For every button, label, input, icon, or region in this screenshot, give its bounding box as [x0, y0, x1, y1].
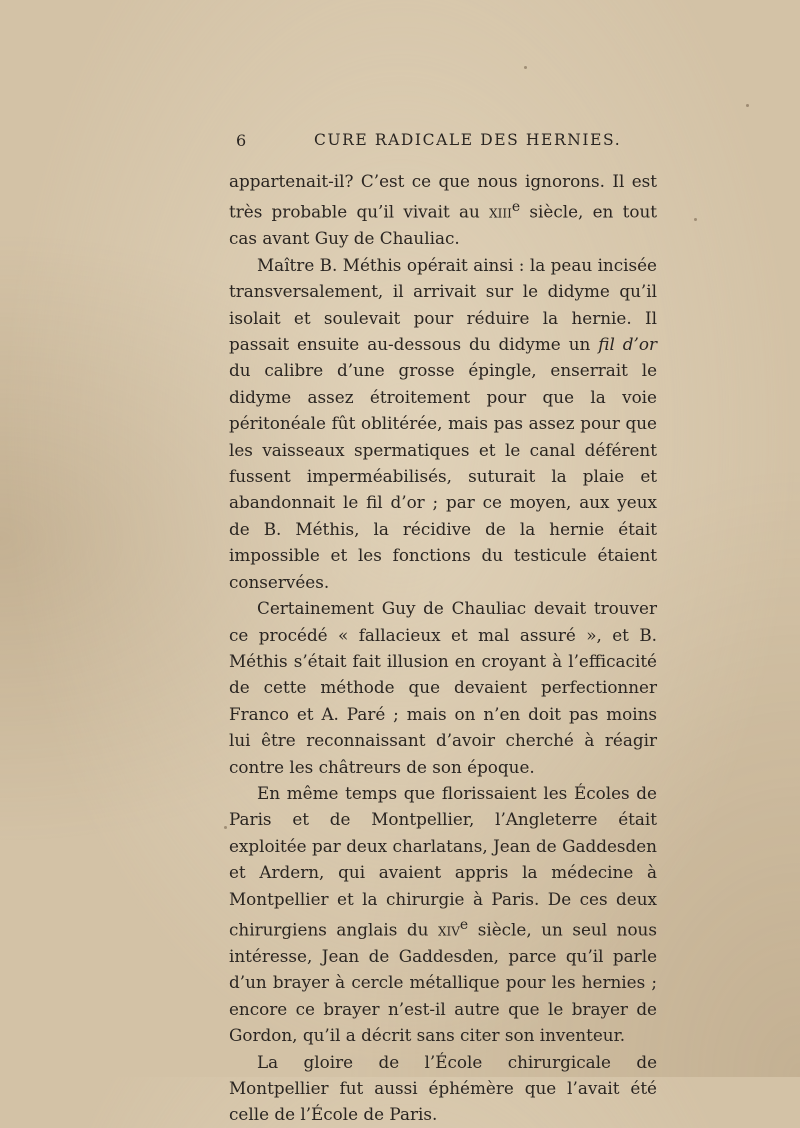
running-title: CURE RADICALE DES HERNIES. [314, 131, 622, 149]
running-head [236, 131, 656, 155]
paragraph-1-tail: siècle, en tout cas avant Guy de Chauliac. [229, 202, 657, 249]
paragraph-4-after: siècle, un seul nous intéresse, Jean de Gaddesden, parce qu’il parle d’un brayer à cercle métallique pour les hernies ; encore ce brayer n’est-il autre que le brayer de Gordon, qu’il a décrit sans citer son inventeur. [229, 919, 657, 1046]
century-superscript: e [459, 916, 469, 933]
paragraph-1-text: appartenait-il? C’est ce que nous ignorons. Il est très probable qu’il vivait au [229, 171, 657, 222]
paragraph-4-before: En même temps que florissaient les Écoles de Paris et de Montpellier, l’Angleterre était exploitée par deux charlatans, Jean de Gaddesden et Ardern, qui avaient appris la médecine à Montpellier et la chirurgie à Paris. De ces deux chirurgiens anglais du [229, 782, 657, 940]
paragraph-5: La gloire de l’École chirurgicale de Montpellier fut aussi éphémère que l’avait été celle de l’École de Paris. [229, 1051, 657, 1125]
body-text [229, 168, 657, 1128]
paragraph-1 [229, 168, 657, 252]
paragraph-3: Certainement Guy de Chauliac devait trouver ce procédé « fallacieux et mal assuré », et B. Méthis s’était fait illusion en croyant à l’efficacité de cette méthode que devaient perfectionner Franco et A. Paré ; mais on n’en doit pas moins lui être reconnaissant d’avoir cherché à réagir contre les châtreurs de son époque. [229, 598, 657, 777]
paper-speck [694, 218, 697, 221]
paper-speck [746, 104, 749, 107]
italic-term: fil d’or [598, 334, 657, 355]
paragraph-2-after: du calibre d’une grosse épingle, enserrait le didyme assez étroitement pour que la voie péritonéale fût oblitérée, mais pas assez pour que les vaisseaux spermatiques et le canal déférent fussent imperméabilisés, suturait la plaie et abandonnait le fil d’or ; par ce moyen, aux yeux de B. Méthis, la récidive de la hernie était impossible et les fonctions du testicule étaient conservées. [229, 360, 657, 592]
paper-speck [224, 826, 227, 829]
page-number: 6 [236, 131, 248, 150]
paragraph-2-before: Maître B. Méthis opérait ainsi : la peau incisée transversalement, il arrivait sur le didyme qu’il isolait et soulevait pour réduire la hernie. Il passait ensuite au-dessous du didyme un [229, 254, 657, 355]
century-superscript: e [511, 199, 521, 216]
paragraph-2 [229, 252, 657, 595]
century-numeral: xiii [489, 202, 512, 222]
paper-speck [524, 66, 527, 69]
century-numeral: xiv [437, 919, 460, 940]
paragraph-4 [229, 780, 657, 1049]
